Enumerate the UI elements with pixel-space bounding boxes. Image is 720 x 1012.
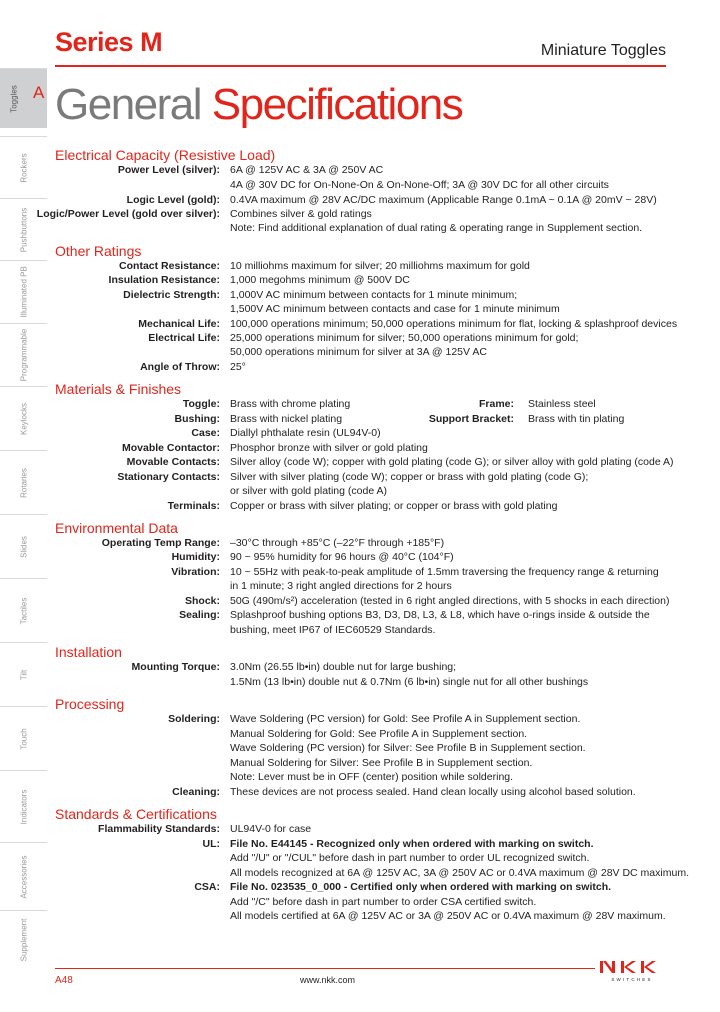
spec-label: Contact Resistance:: [119, 260, 220, 272]
spec-label: Toggle:: [182, 398, 220, 410]
spec-label: Shock:: [184, 595, 220, 607]
spec-value: Copper or brass with silver plating; or copper or brass with gold plating: [230, 500, 558, 512]
spec-value: Brass with tin plating: [528, 413, 625, 425]
spec-label: Logic/Power Level (gold over silver):: [36, 208, 220, 220]
page-title: [55, 80, 462, 130]
spec-label: CSA:: [194, 881, 220, 893]
spec-label: Vibration:: [171, 566, 220, 578]
spec-label: Case:: [191, 427, 220, 439]
spec-value: Silver with silver plating (code W); copper or brass with gold plating (code G);: [230, 471, 589, 483]
spec-value: UL94V-0 for case: [230, 823, 312, 835]
spec-value: Splashproof bushing options B3, D3, D8, L3, & L8, which have o-rings inside & outside the: [230, 609, 650, 621]
spec-value: These devices are not process sealed. Hand clean locally using alcohol based solution.: [230, 786, 636, 798]
nkk-logo: [597, 959, 667, 983]
section-title-installation: Installation: [55, 644, 122, 660]
spec-value: 0.4VA maximum @ 28V AC/DC maximum (Applicable Range 0.1mA ~ 0.1A @ 20mV ~ 28V): [230, 194, 657, 206]
spec-value: 90 ~ 95% humidity for 96 hours @ 40°C (104°F): [230, 551, 454, 563]
spec-value: Note: Lever must be in OFF (center) position while soldering.: [230, 771, 514, 783]
spec-value: Add "/C" before dash in part number to order CSA certified switch.: [230, 896, 537, 908]
spec-label: Stationary Contacts:: [117, 471, 220, 483]
spec-value: Brass with nickel plating: [230, 413, 343, 425]
tab-label: Supplement: [19, 918, 28, 961]
tab-rockers[interactable]: [0, 136, 47, 198]
spec-value: 4A @ 30V DC for On-None-On & On-None-Off; 3A @ 30V DC for all other circuits: [230, 179, 609, 191]
spec-value: File No. 023535_0_000 - Certified only when ordered with marking on switch.: [230, 881, 612, 893]
spec-label: Soldering:: [168, 713, 220, 725]
spec-value: 10 ~ 55Hz with peak-to-peak amplitude of 1.5mm traversing the frequency range & returning: [230, 566, 659, 578]
tab-label: Programmable: [19, 328, 28, 382]
spec-value: Manual Soldering for Silver: See Profile B in Supplement section.: [230, 757, 533, 769]
spec-label: Electrical Life:: [148, 332, 220, 344]
spec-value: Diallyl phthalate resin (UL94V-0): [230, 427, 381, 439]
spec-value: 6A @ 125V AC & 3A @ 250V AC: [230, 164, 384, 176]
spec-value: All models recognized at 6A @ 125V AC, 3A @ 250V AC or 0.4VA maximum @ 28V DC maximum.: [230, 867, 689, 879]
tab-label: Rotaries: [19, 467, 28, 498]
tab-label: Tactiles: [19, 597, 28, 624]
spec-value: Stainless steel: [528, 398, 596, 410]
spec-label: Flammability Standards:: [98, 823, 220, 835]
spec-label: Bushing:: [174, 413, 220, 425]
spec-label: Operating Temp Range:: [101, 537, 220, 549]
spec-label: Sealing:: [179, 609, 220, 621]
spec-value: 1.5Nm (13 lb•in) double nut & 0.7Nm (6 lb•in) single nut for all other bushings: [230, 676, 589, 688]
website-link[interactable]: www.nkk.com: [300, 975, 356, 985]
spec-label: Dielectric Strength:: [123, 289, 220, 301]
spec-label: Mounting Torque:: [131, 661, 220, 673]
header-rule: [55, 65, 666, 67]
tab-indicators[interactable]: [0, 770, 47, 842]
spec-value: Wave Soldering (PC version) for Silver: See Profile B in Supplement section.: [230, 742, 586, 754]
page-number: A48: [55, 975, 73, 986]
spec-value: Silver alloy (code W); copper with gold plating (code G); or silver alloy with gold plating (code A): [230, 456, 674, 468]
page-title-part1: General: [55, 80, 202, 129]
section-title-processing: Processing: [55, 696, 125, 712]
spec-value: 100,000 operations minimum; 50,000 operations minimum for flat, locking & splashproof devices: [230, 318, 678, 330]
spec-label: Power Level (silver):: [117, 164, 220, 176]
spec-label: Support Bracket:: [428, 413, 514, 425]
spec-value: All models certified at 6A @ 125V AC or 3A @ 250V AC or 0.4VA maximum @ 28V maximum.: [230, 910, 666, 922]
spec-value: File No. E44145 - Recognized only when ordered with marking on switch.: [230, 838, 594, 850]
spec-value: Wave Soldering (PC version) for Gold: See Profile A in Supplement section.: [230, 713, 581, 725]
spec-value: Phosphor bronze with silver or gold plating: [230, 442, 428, 454]
tab-label: Rockers: [19, 152, 28, 183]
page-title-part2: Specifications: [211, 80, 463, 129]
category-title: Miniature Toggles: [540, 42, 666, 59]
spec-label: Movable Contactor:: [121, 442, 220, 454]
tab-label: Tilt: [19, 669, 28, 680]
tab-label: Touch: [19, 727, 28, 750]
side-tabs: [0, 68, 47, 968]
spec-value: 3.0Nm (26.55 lb•in) double nut for large bushing;: [230, 661, 457, 673]
section-title-materials: Materials & Finishes: [55, 381, 182, 397]
spec-value: Brass with chrome plating: [230, 398, 351, 410]
tab-supplement[interactable]: [0, 910, 47, 968]
spec-value: Combines silver & gold ratings: [230, 208, 372, 220]
spec-label: Humidity:: [171, 551, 220, 563]
spec-label: Insulation Resistance:: [108, 274, 220, 286]
spec-label: Logic Level (gold):: [126, 194, 220, 206]
spec-label: Frame:: [478, 398, 514, 410]
tab-active-letter: A: [33, 83, 45, 102]
tab-tactiles[interactable]: [0, 578, 47, 642]
tab-tilt[interactable]: [0, 642, 47, 706]
tab-programmable[interactable]: [0, 323, 47, 386]
spec-value: 25°: [230, 361, 246, 373]
spec-label: UL:: [202, 838, 220, 850]
logo-subtext: SWITCHES: [611, 977, 653, 982]
spec-value: in 1 minute; 3 right angled directions for 2 hours: [230, 580, 452, 592]
tab-keylocks[interactable]: [0, 386, 47, 450]
spec-value: 1,500V AC minimum between contacts and case for 1 minute minimum: [230, 303, 560, 315]
tab-accessories[interactable]: [0, 842, 47, 910]
tab-illuminated-pb[interactable]: [0, 260, 47, 323]
tab-label: Illuminated PB: [19, 266, 28, 318]
tab-label: Accessories: [19, 854, 28, 899]
tab-label: Slides: [19, 535, 28, 558]
tab-touch[interactable]: [0, 706, 47, 770]
tab-label: Indicators: [19, 789, 28, 824]
spec-value: bushing, meet IP67 of IEC60529 Standards.: [230, 624, 436, 636]
spec-value: 1,000V AC minimum between contacts for 1 minute minimum;: [230, 289, 518, 301]
spec-label: Mechanical Life:: [138, 318, 220, 330]
spec-value: 10 milliohms maximum for silver; 20 milliohms maximum for gold: [230, 260, 530, 272]
spec-value: 50,000 operations minimum for silver at 3A @ 125V AC: [230, 346, 487, 358]
section-title-environmental: Environmental Data: [55, 520, 178, 536]
spec-value: –30°C through +85°C (–22°F through +185°F): [230, 537, 445, 549]
section-title-electrical: Electrical Capacity (Resistive Load): [55, 147, 276, 163]
spec-value: Note: Find additional explanation of dual rating & operating range in Supplement section.: [230, 222, 643, 234]
series-title: Series M: [55, 27, 163, 57]
spec-label: Movable Contacts:: [126, 456, 220, 468]
spec-value: 50G (490m/s²) acceleration (tested in 6 right angled directions, with 5 shocks in each direction): [230, 595, 670, 607]
spec-label: Angle of Throw:: [140, 361, 220, 373]
tab-toggles[interactable]: [0, 68, 47, 128]
spec-label: Cleaning:: [172, 786, 220, 798]
tab-label: Toggles: [9, 84, 19, 113]
tab-slides[interactable]: [0, 514, 47, 578]
tab-label: Pushbuttons: [19, 207, 28, 252]
spec-value: 1,000 megohms minimum @ 500V DC: [230, 274, 410, 286]
spec-value: or silver with gold plating (code A): [230, 485, 387, 497]
spec-value: Manual Soldering for Gold: See Profile A in Supplement section.: [230, 728, 528, 740]
section-title-standards: Standards & Certifications: [55, 806, 217, 822]
spec-value: 25,000 operations minimum for silver; 50,000 operations minimum for gold;: [230, 332, 579, 344]
footer-rule: [55, 968, 595, 969]
tab-rotaries[interactable]: [0, 450, 47, 514]
spec-value: Add "/U" or "/CUL" before dash in part number to order UL recognized switch.: [230, 852, 590, 864]
tab-label: Keylocks: [19, 402, 28, 435]
section-title-other: Other Ratings: [55, 243, 142, 259]
spec-label: Terminals:: [167, 500, 220, 512]
